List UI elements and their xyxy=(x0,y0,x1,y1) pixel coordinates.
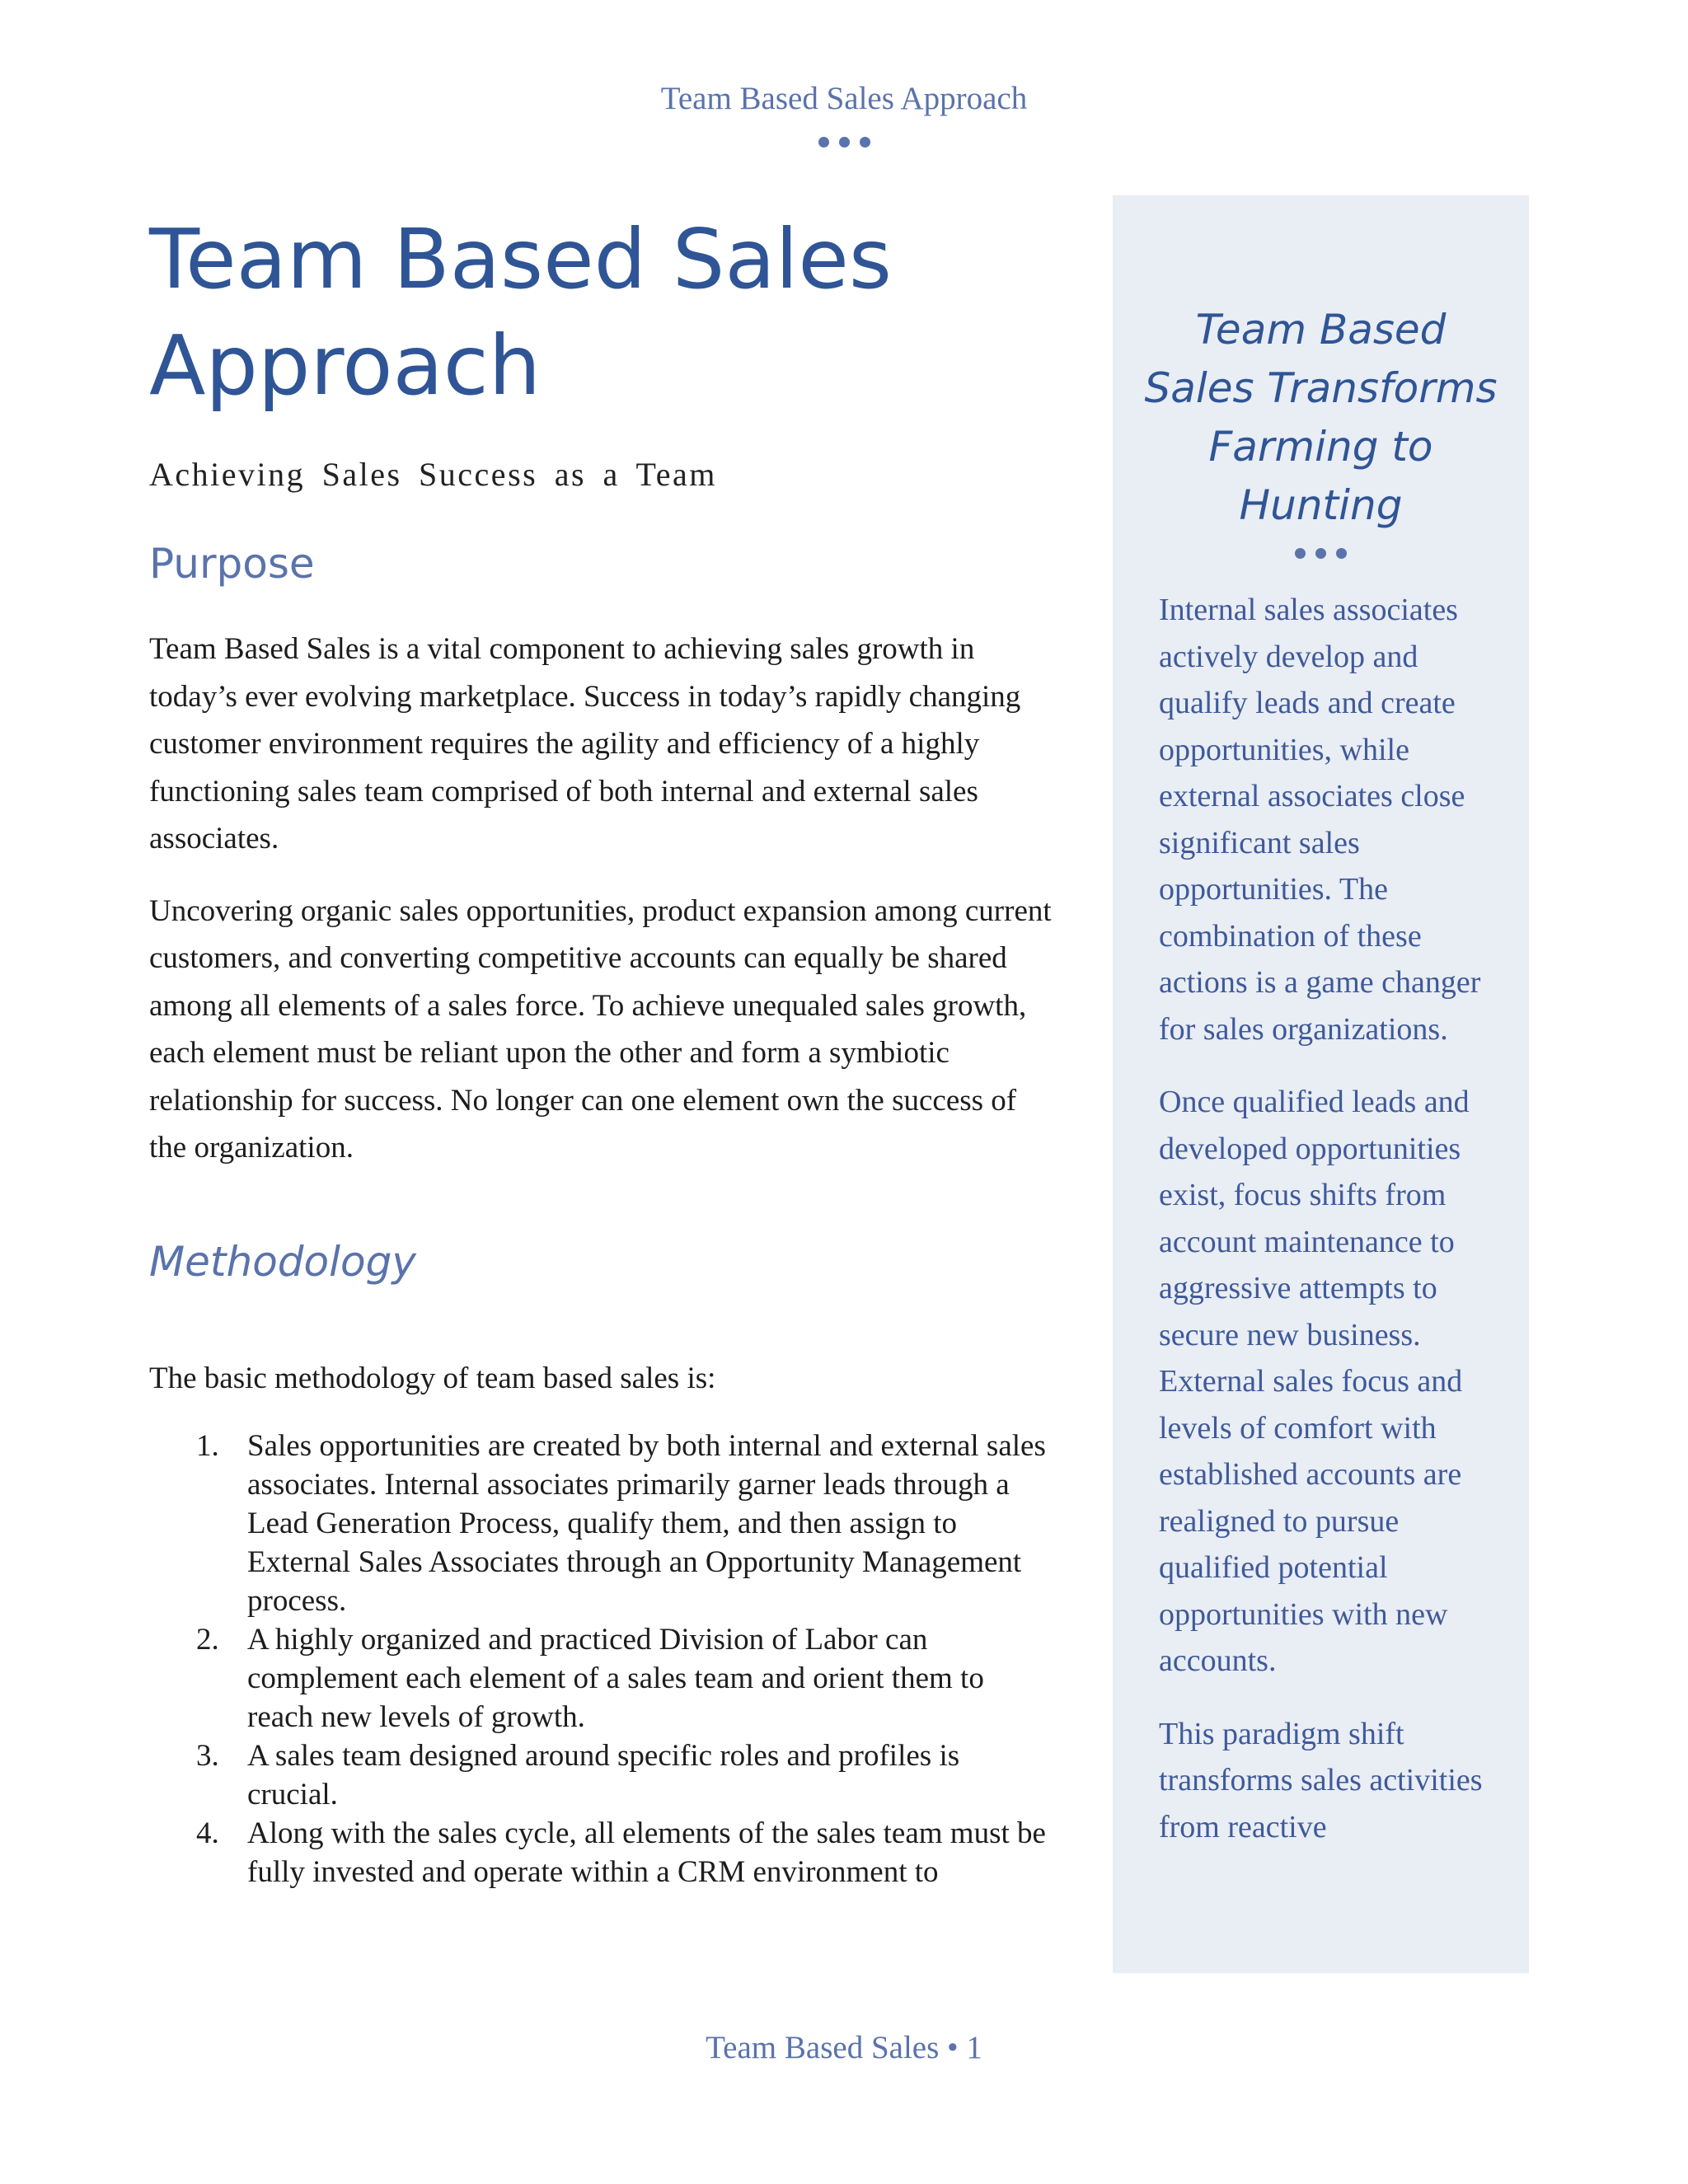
sidebar-heading-line: Hunting xyxy=(1239,481,1403,529)
methodology-heading: Methodology xyxy=(149,1237,416,1286)
list-item-text: A highly organized and practiced Division of Labor can complement each element of a sales team and orient them to reach new levels of growth. xyxy=(247,1623,984,1734)
ornament-dot xyxy=(1295,548,1306,559)
list-item-text: Sales opportunities are created by both internal and external sales associates. Internal associates primarily garner leads through a Lead Generation Process, qualify them, and then assign to External Sales Associates through an Opportunity Management process. xyxy=(247,1429,1046,1618)
list-item-text: A sales team designed around specific roles and profiles is crucial. xyxy=(247,1739,960,1811)
sidebar-heading-line: Sales Transforms xyxy=(1144,364,1498,412)
title-line-1: Team Based Sales xyxy=(149,211,893,307)
ornament-dot xyxy=(1336,548,1347,559)
list-item xyxy=(149,1620,1056,1736)
sidebar-dots-ornament xyxy=(1113,548,1529,559)
list-item-text: Along with the sales cycle, all elements of the sales team must be fully invested and operate within a CRM environment to xyxy=(247,1816,1046,1889)
page-footer: Team Based Sales • 1 xyxy=(706,2030,982,2065)
main-column xyxy=(149,206,1056,1891)
document-title xyxy=(149,206,1056,419)
sidebar-heading-line: Farming to xyxy=(1208,423,1433,471)
list-item-number: 1. xyxy=(196,1429,219,1463)
list-item xyxy=(149,1814,1056,1891)
purpose-paragraph: Uncovering organic sales opportunities, product expansion among current customers, and converting competitive accounts can equally be shared among all elements of a sales force. To achieve unequaled sales growth, each element must be reliant upon the other and form a symbiotic relationship for success. No longer can one element own the success of the organization. xyxy=(149,893,1052,1165)
methodology-steps-list xyxy=(149,1427,1056,1891)
methodology-intro: The basic methodology of team based sales is: xyxy=(149,1361,716,1395)
sidebar-paragraph: Once qualified leads and developed opportunities exist, focus shifts from account maintenance to aggressive attempts to secure new business. External sales focus and levels of comfort with established accounts are realigned to pursue qualified potential opportunities with new accounts. xyxy=(1159,1085,1470,1678)
sidebar-heading-line: Team Based xyxy=(1195,306,1447,354)
title-line-2: Approach xyxy=(149,317,542,414)
ornament-dot xyxy=(839,137,850,148)
sidebar-paragraph: This paradigm shift transforms sales activities from reactive xyxy=(1159,1716,1483,1844)
list-item xyxy=(149,1427,1056,1620)
sidebar-heading xyxy=(1113,301,1529,535)
list-item-number: 3. xyxy=(196,1739,219,1773)
document-subtitle: Achieving Sales Success as a Team xyxy=(149,456,717,493)
list-item-number: 4. xyxy=(196,1816,219,1850)
purpose-heading: Purpose xyxy=(149,540,315,588)
list-item xyxy=(149,1736,1056,1814)
ornament-dot xyxy=(1315,548,1326,559)
ornament-dot xyxy=(860,137,870,148)
list-item-number: 2. xyxy=(196,1623,219,1657)
header-dots-ornament xyxy=(0,137,1688,148)
purpose-paragraph: Team Based Sales is a vital component to achieving sales growth in today’s ever evolving marketplace. Success in today’s rapidly changing customer environment requires the agility and efficiency of a highly functioning sales team comprised of both internal and external sales associates. xyxy=(149,632,1021,855)
ornament-dot xyxy=(818,137,829,148)
sidebar-paragraph: Internal sales associates actively develop and qualify leads and create opportunities, while external associates close significant sales opportunities. The combination of these actions is a game changer for sales organizations. xyxy=(1159,593,1481,1047)
running-header: Team Based Sales Approach xyxy=(660,81,1028,116)
sidebar-callout xyxy=(1113,195,1529,1973)
